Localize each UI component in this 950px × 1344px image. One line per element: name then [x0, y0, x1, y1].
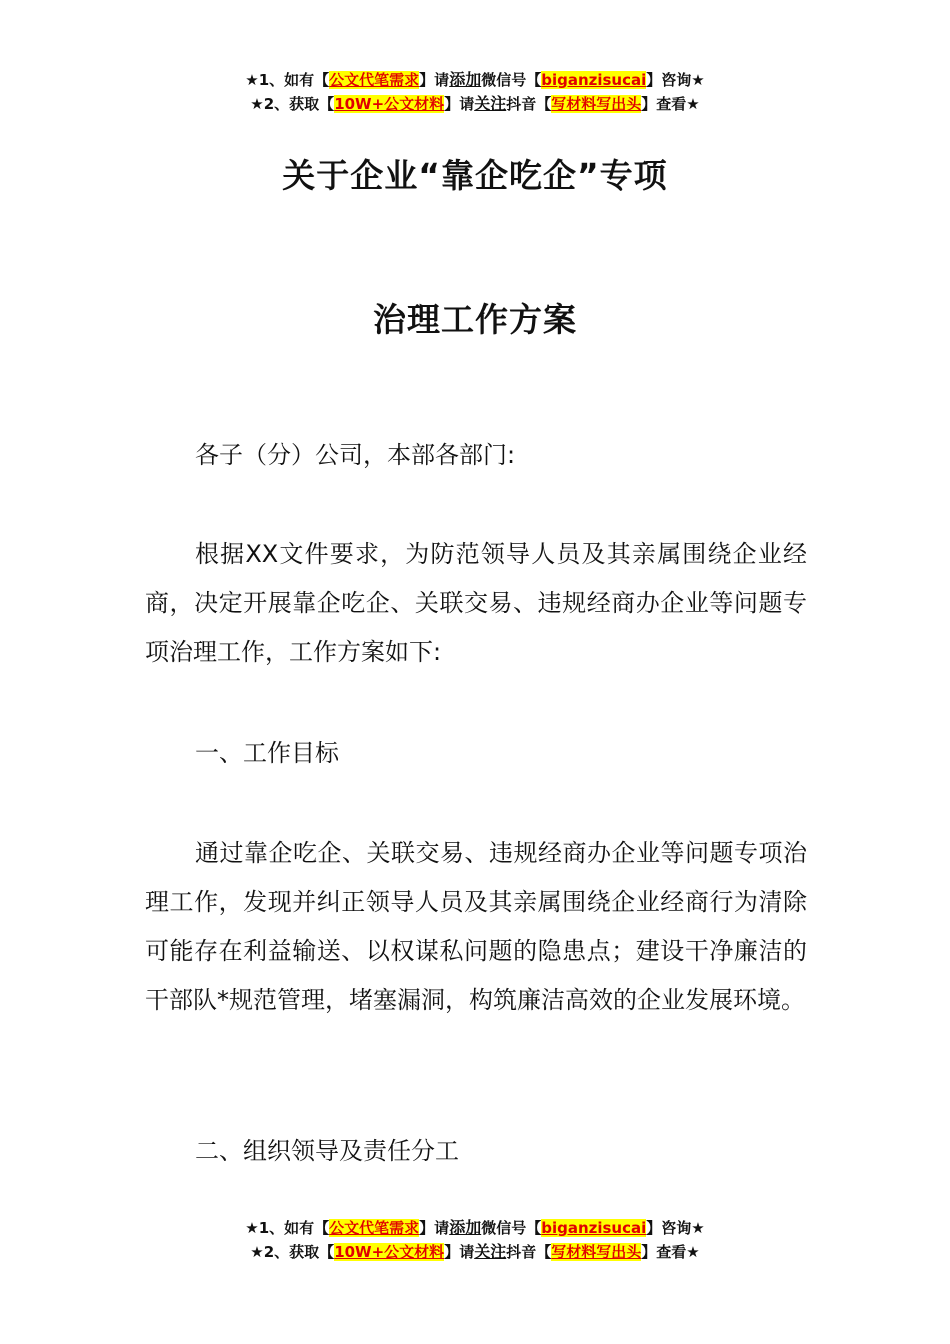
promo-text: ★1、如有【 — [245, 71, 330, 89]
promo-text: 】咨询★ — [646, 71, 705, 89]
promo-text: 】请 — [444, 1243, 475, 1261]
promo-highlight: 10W+公文材料 — [334, 1243, 445, 1261]
promo-wechat-id: biganzisucai — [541, 71, 647, 89]
document-title-line-2: 治理工作方案 — [373, 300, 577, 339]
header-promo-banner — [0, 68, 950, 116]
section-1-body: 通过靠企吃企、关联交易、违规经商办企业等问题专项治理工作，发现并纠正领导人员及其亲属围绕企业经商行为清除可能存在利益输送、以权谋私问题的隐患点；建设干净廉洁的干部队*规范管理，堵塞漏洞，构筑廉洁高效的企业发展环境。 — [145, 839, 807, 1014]
promo-highlight: 公文代笔需求 — [329, 71, 420, 89]
promo-text: 微信号【 — [481, 1219, 542, 1237]
promo-emphasis: 添加 — [449, 1218, 482, 1237]
promo-text: ★1、如有【 — [245, 1219, 330, 1237]
section-2-heading: 二、组织领导及责任分工 — [195, 1137, 459, 1165]
section-1-heading: 一、工作目标 — [195, 739, 339, 767]
promo-text: 】请 — [444, 95, 475, 113]
document-title-line-1: 关于企业“靠企吃企”专项 — [282, 156, 668, 195]
promo-highlight: 公文代笔需求 — [329, 1219, 420, 1237]
promo-emphasis: 关注 — [474, 1242, 507, 1261]
footer-promo-banner — [0, 1216, 950, 1264]
promo-text: 微信号【 — [481, 71, 542, 89]
promo-text: 抖音【 — [506, 95, 552, 113]
promo-text: 】查看★ — [641, 1243, 700, 1261]
promo-highlight: 10W+公文材料 — [334, 95, 445, 113]
promo-wechat-id: biganzisucai — [541, 1219, 647, 1237]
promo-text: 】咨询★ — [646, 1219, 705, 1237]
promo-text: ★2、获取【 — [250, 95, 335, 113]
promo-text: 】查看★ — [641, 95, 700, 113]
promo-douyin-id: 写材料写出头 — [551, 1243, 642, 1261]
promo-text: 抖音【 — [506, 1243, 552, 1261]
promo-line-1 — [0, 1216, 950, 1240]
promo-text: ★2、获取【 — [250, 1243, 335, 1261]
promo-line-2 — [0, 1240, 950, 1264]
promo-text: 】请 — [419, 71, 450, 89]
promo-line-2 — [0, 92, 950, 116]
promo-text: 】请 — [419, 1219, 450, 1237]
promo-line-1 — [0, 68, 950, 92]
promo-douyin-id: 写材料写出头 — [551, 95, 642, 113]
promo-emphasis: 关注 — [474, 94, 507, 113]
salutation: 各子（分）公司，本部各部门: — [195, 441, 516, 469]
intro-paragraph: 根据XX文件要求，为防范领导人员及其亲属围绕企业经商，决定开展靠企吃企、关联交易、违规经商办企业等问题专项治理工作，工作方案如下: — [145, 540, 807, 666]
promo-emphasis: 添加 — [449, 70, 482, 89]
